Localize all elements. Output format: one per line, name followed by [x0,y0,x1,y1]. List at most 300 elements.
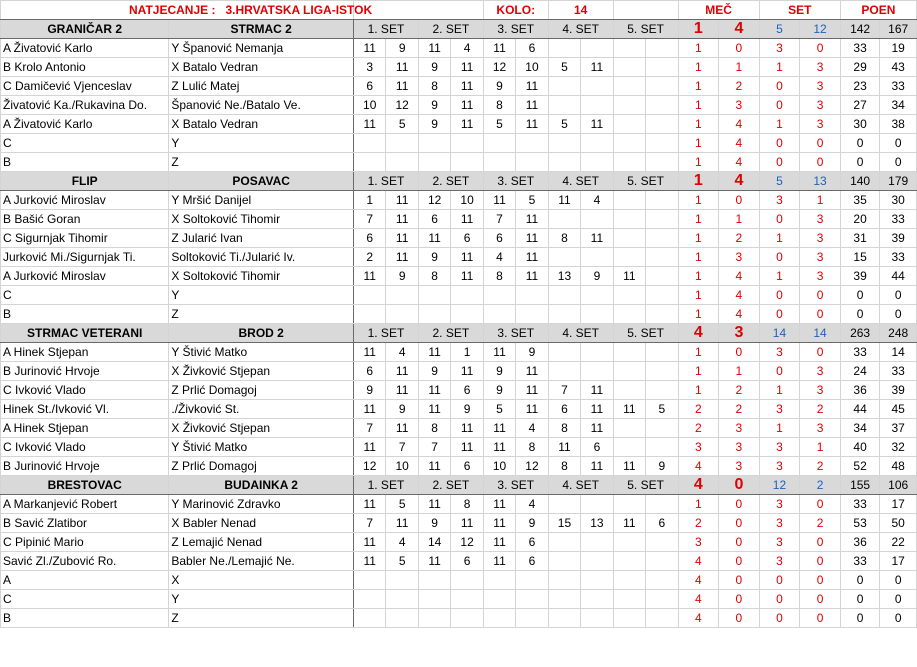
away-player: Z Prlić Domagoj [169,381,354,400]
set-score-3-away: 11 [516,248,548,267]
set-score-4-away [581,77,613,96]
set-away: 2 [800,514,841,533]
competition-title [1,1,373,20]
set-home: 3 [759,400,800,419]
set-score-4-away [581,571,613,590]
game-row [1,533,917,552]
mec-away: 3 [719,457,760,476]
set-score-4-away: 11 [581,58,613,77]
set-home-total: 14 [759,324,800,343]
poen-away: 43 [880,58,917,77]
set-score-3-away: 8 [516,438,548,457]
away-player: X Živković Stjepan [169,419,354,438]
mec-home: 1 [678,191,719,210]
away-player: X Soltoković Tihomir [169,210,354,229]
poen-home: 30 [840,115,880,134]
set-score-3-home: 11 [483,514,515,533]
set-score-5-away [646,191,678,210]
set-score-4-home: 15 [548,514,580,533]
home-player: C Sigurnjak Tihomir [1,229,169,248]
away-player: Španović Ne./Batalo Ve. [169,96,354,115]
mec-away: 3 [719,248,760,267]
away-player: Y [169,134,354,153]
set-score-2-away: 11 [451,419,483,438]
set-score-4-home [548,571,580,590]
poen-away-total: 106 [880,476,917,495]
match-header-row [1,324,917,343]
mec-away: 3 [719,96,760,115]
away-player: X Živković Stjepan [169,362,354,381]
poen-away: 33 [880,77,917,96]
set-score-5-away [646,609,678,628]
set-header-4: 4. SET [548,324,613,343]
away-player: X Soltoković Tihomir [169,267,354,286]
set-away: 3 [800,419,841,438]
mec-away: 0 [719,571,760,590]
set-score-1-away: 11 [386,362,418,381]
mec-home: 1 [678,267,719,286]
set-score-4-away [581,533,613,552]
poen-home: 31 [840,229,880,248]
set-home: 3 [759,191,800,210]
mec-away: 2 [719,400,760,419]
set-score-5-away [646,267,678,286]
set-score-1-home: 11 [353,267,385,286]
set-score-3-home [483,286,515,305]
set-header-2: 2. SET [418,172,483,191]
set-score-1-home: 6 [353,362,385,381]
set-score-5-away [646,96,678,115]
poen-away: 22 [880,533,917,552]
poen-away: 34 [880,96,917,115]
set-score-3-home [483,571,515,590]
set-score-2-away: 6 [451,381,483,400]
set-score-3-away: 9 [516,343,548,362]
mec-home: 4 [678,590,719,609]
poen-home: 20 [840,210,880,229]
set-score-4-away [581,495,613,514]
mec-home: 1 [678,115,719,134]
set-header-1: 1. SET [353,172,418,191]
set-score-4-home [548,343,580,362]
game-row [1,552,917,571]
poen-away: 14 [880,343,917,362]
set-score-4-away [581,134,613,153]
set-score-1-away: 5 [386,495,418,514]
set-score-5-away [646,39,678,58]
poen-home: 33 [840,552,880,571]
set-score-4-home [548,305,580,324]
set-score-5-home [613,590,645,609]
set-score-3-away: 5 [516,191,548,210]
mec-away-total: 4 [719,20,760,39]
game-row [1,229,917,248]
game-row [1,39,917,58]
poen-home-total: 142 [840,20,880,39]
poen-away: 44 [880,267,917,286]
set-score-5-home [613,343,645,362]
set-score-5-home: 11 [613,400,645,419]
set-away: 3 [800,362,841,381]
home-team-name: STRMAC VETERANI [1,324,169,343]
set-score-2-away: 11 [451,96,483,115]
poen-home: 53 [840,514,880,533]
set-score-2-home: 6 [418,210,450,229]
set-away: 1 [800,438,841,457]
game-row [1,419,917,438]
mec-away: 4 [719,134,760,153]
set-score-2-away: 6 [451,229,483,248]
mec-home: 1 [678,343,719,362]
set-score-4-home [548,248,580,267]
mec-home: 4 [678,609,719,628]
away-player: X [169,571,354,590]
home-player: A Živatović Karlo [1,39,169,58]
set-score-4-away: 11 [581,400,613,419]
set-score-5-away [646,552,678,571]
mec-away: 2 [719,381,760,400]
set-score-1-away: 5 [386,552,418,571]
set-score-3-away: 4 [516,419,548,438]
set-header-3: 3. SET [483,20,548,39]
set-score-5-home [613,210,645,229]
set-score-5-home [613,609,645,628]
set-score-2-away: 9 [451,400,483,419]
mec-away: 1 [719,58,760,77]
set-away: 3 [800,77,841,96]
set-score-3-away [516,153,548,172]
set-score-2-away [451,609,483,628]
set-score-2-home: 9 [418,58,450,77]
home-player: A Markanjević Robert [1,495,169,514]
home-player: A Jurković Miroslav [1,191,169,210]
set-score-4-home [548,77,580,96]
set-score-5-away [646,153,678,172]
set-score-2-away: 4 [451,39,483,58]
set-score-2-home [418,305,450,324]
poen-home-total: 155 [840,476,880,495]
poen-away-total: 248 [880,324,917,343]
set-away: 3 [800,58,841,77]
set-score-4-away: 11 [581,419,613,438]
set-header-2: 2. SET [418,476,483,495]
game-row [1,438,917,457]
poen-home: 36 [840,381,880,400]
poen-home: 29 [840,58,880,77]
game-row [1,96,917,115]
set-away: 0 [800,533,841,552]
set-score-3-home: 12 [483,58,515,77]
set-score-5-away [646,381,678,400]
set-score-5-home [613,552,645,571]
set-score-4-home [548,533,580,552]
set-away-total: 2 [800,476,841,495]
set-score-2-away: 11 [451,514,483,533]
set-score-2-home: 11 [418,381,450,400]
set-score-3-home [483,609,515,628]
set-score-5-away: 6 [646,514,678,533]
set-score-1-home: 11 [353,115,385,134]
poen-away: 39 [880,381,917,400]
set-header-5: 5. SET [613,172,678,191]
mec-away: 3 [719,438,760,457]
set-score-1-away: 11 [386,381,418,400]
kolo-label: KOLO: [483,1,548,20]
mec-home: 1 [678,134,719,153]
set-score-5-home [613,115,645,134]
set-header-1: 1. SET [353,20,418,39]
set-score-2-home: 9 [418,362,450,381]
mec-home: 4 [678,552,719,571]
game-row [1,305,917,324]
set-score-2-home: 12 [418,191,450,210]
poen-home: 0 [840,286,880,305]
competition-header-row [1,1,917,20]
set-home-total: 5 [759,172,800,191]
set-home: 0 [759,153,800,172]
set-score-3-home [483,134,515,153]
set-score-2-away: 11 [451,115,483,134]
set-score-3-away: 11 [516,400,548,419]
set-score-4-away: 11 [581,381,613,400]
away-player: Z Jularić Ivan [169,229,354,248]
set-score-4-away [581,362,613,381]
set-score-1-home: 10 [353,96,385,115]
set-away: 0 [800,305,841,324]
set-score-5-home [613,153,645,172]
set-score-5-away [646,134,678,153]
set-score-2-away: 11 [451,267,483,286]
set-away: 2 [800,457,841,476]
set-score-4-away [581,552,613,571]
away-player: X Batalo Vedran [169,58,354,77]
set-score-1-away [386,609,418,628]
mec-away-total: 0 [719,476,760,495]
set-score-5-home [613,248,645,267]
game-row [1,267,917,286]
set-score-5-home [613,96,645,115]
set-score-2-home [418,609,450,628]
away-player: Z Lulić Matej [169,77,354,96]
game-row [1,58,917,77]
poen-away: 17 [880,495,917,514]
set-score-1-away [386,286,418,305]
set-home: 3 [759,457,800,476]
mec-away: 3 [719,419,760,438]
set-score-5-home [613,419,645,438]
poen-away: 0 [880,153,917,172]
set-header-2: 2. SET [418,20,483,39]
set-score-3-home: 5 [483,400,515,419]
set-score-1-away: 11 [386,77,418,96]
mec-home-total: 1 [678,20,719,39]
set-score-2-home: 11 [418,457,450,476]
set-home: 3 [759,438,800,457]
set-score-1-home [353,590,385,609]
poen-away: 37 [880,419,917,438]
home-player: C Ivković Vlado [1,438,169,457]
set-score-4-away: 11 [581,115,613,134]
set-score-2-home [418,590,450,609]
set-score-5-away [646,115,678,134]
poen-home: 0 [840,153,880,172]
set-score-2-home [418,153,450,172]
set-score-3-away [516,305,548,324]
poen-label: POEN [840,1,916,20]
set-score-1-home [353,571,385,590]
set-score-3-away: 11 [516,381,548,400]
mec-home: 4 [678,457,719,476]
match-header-row [1,20,917,39]
mec-home-total: 4 [678,476,719,495]
set-score-4-away [581,343,613,362]
mec-home: 2 [678,419,719,438]
away-team-name: BUDAINKA 2 [169,476,354,495]
mec-home: 1 [678,96,719,115]
set-away: 2 [800,400,841,419]
set-score-3-home: 7 [483,210,515,229]
set-score-2-away [451,590,483,609]
set-score-4-home [548,39,580,58]
set-score-5-away [646,77,678,96]
set-score-5-away [646,495,678,514]
away-player: Y Štivić Matko [169,438,354,457]
game-row [1,77,917,96]
away-player: Y [169,286,354,305]
set-away-total: 12 [800,20,841,39]
set-score-3-away: 11 [516,96,548,115]
set-score-2-away [451,153,483,172]
set-score-3-home: 11 [483,495,515,514]
set-score-2-away: 11 [451,210,483,229]
home-player: C Pipinić Mario [1,533,169,552]
set-score-5-home [613,571,645,590]
set-score-2-home: 9 [418,514,450,533]
away-player: X Babler Nenad [169,514,354,533]
set-score-5-home [613,286,645,305]
poen-away: 32 [880,438,917,457]
set-score-4-away [581,609,613,628]
set-score-4-home: 11 [548,438,580,457]
set-header-5: 5. SET [613,476,678,495]
set-score-3-home: 11 [483,552,515,571]
home-player: B Bašić Goran [1,210,169,229]
mec-home: 3 [678,438,719,457]
set-away: 3 [800,381,841,400]
set-score-5-home [613,58,645,77]
set-score-4-away [581,39,613,58]
mec-away: 2 [719,77,760,96]
mec-home: 1 [678,39,719,58]
poen-home: 40 [840,438,880,457]
set-away-total: 13 [800,172,841,191]
set-away: 1 [800,191,841,210]
set-score-4-away [581,153,613,172]
set-home: 3 [759,343,800,362]
set-header-2: 2. SET [418,324,483,343]
poen-away: 0 [880,286,917,305]
home-player: C [1,590,169,609]
poen-home: 44 [840,400,880,419]
set-score-1-home: 1 [353,191,385,210]
poen-away: 0 [880,305,917,324]
poen-away: 33 [880,362,917,381]
set-home: 1 [759,229,800,248]
set-score-1-away: 9 [386,39,418,58]
set-score-2-home: 11 [418,343,450,362]
game-row [1,134,917,153]
set-score-2-home: 8 [418,77,450,96]
set-score-4-home: 5 [548,115,580,134]
set-score-1-home: 2 [353,248,385,267]
home-player: C Ivković Vlado [1,381,169,400]
set-score-3-home: 11 [483,533,515,552]
set-score-1-away [386,590,418,609]
set-score-4-home [548,552,580,571]
set-score-1-away: 7 [386,438,418,457]
poen-away: 39 [880,229,917,248]
set-score-5-home [613,381,645,400]
set-score-3-home: 9 [483,362,515,381]
set-header-4: 4. SET [548,20,613,39]
set-score-4-away [581,305,613,324]
competition-name: 3.HRVATSKA LIGA-ISTOK [225,3,373,17]
mec-away: 0 [719,495,760,514]
mec-away-total: 3 [719,324,760,343]
home-team-name: BRESTOVAC [1,476,169,495]
mec-home: 1 [678,248,719,267]
set-score-2-away [451,305,483,324]
set-score-1-home [353,286,385,305]
mec-home: 1 [678,286,719,305]
set-score-4-away [581,248,613,267]
set-away: 0 [800,39,841,58]
home-player: Živatović Ka./Rukavina Do. [1,96,169,115]
set-score-1-away: 10 [386,457,418,476]
poen-away: 48 [880,457,917,476]
home-player: B Krolo Antonio [1,58,169,77]
game-row [1,343,917,362]
set-score-3-home [483,590,515,609]
away-player: Y Španović Nemanja [169,39,354,58]
set-away: 0 [800,343,841,362]
set-score-2-away: 8 [451,495,483,514]
set-score-2-home [418,134,450,153]
set-score-3-home [483,153,515,172]
set-away: 0 [800,590,841,609]
set-score-3-away: 12 [516,457,548,476]
set-score-2-away: 6 [451,552,483,571]
set-home: 3 [759,533,800,552]
set-home: 3 [759,495,800,514]
mec-home: 1 [678,229,719,248]
game-row [1,286,917,305]
set-home: 1 [759,115,800,134]
set-score-3-home: 10 [483,457,515,476]
set-score-3-home: 9 [483,77,515,96]
home-player: Savić Zl./Zubović Ro. [1,552,169,571]
set-score-4-away: 9 [581,267,613,286]
set-score-3-away [516,609,548,628]
set-away: 3 [800,229,841,248]
set-score-3-away: 11 [516,362,548,381]
home-team-name: GRANIČAR 2 [1,20,169,39]
away-player: Z [169,153,354,172]
set-score-1-away: 12 [386,96,418,115]
set-score-2-home: 8 [418,267,450,286]
set-score-2-home [418,286,450,305]
set-score-2-home: 8 [418,419,450,438]
